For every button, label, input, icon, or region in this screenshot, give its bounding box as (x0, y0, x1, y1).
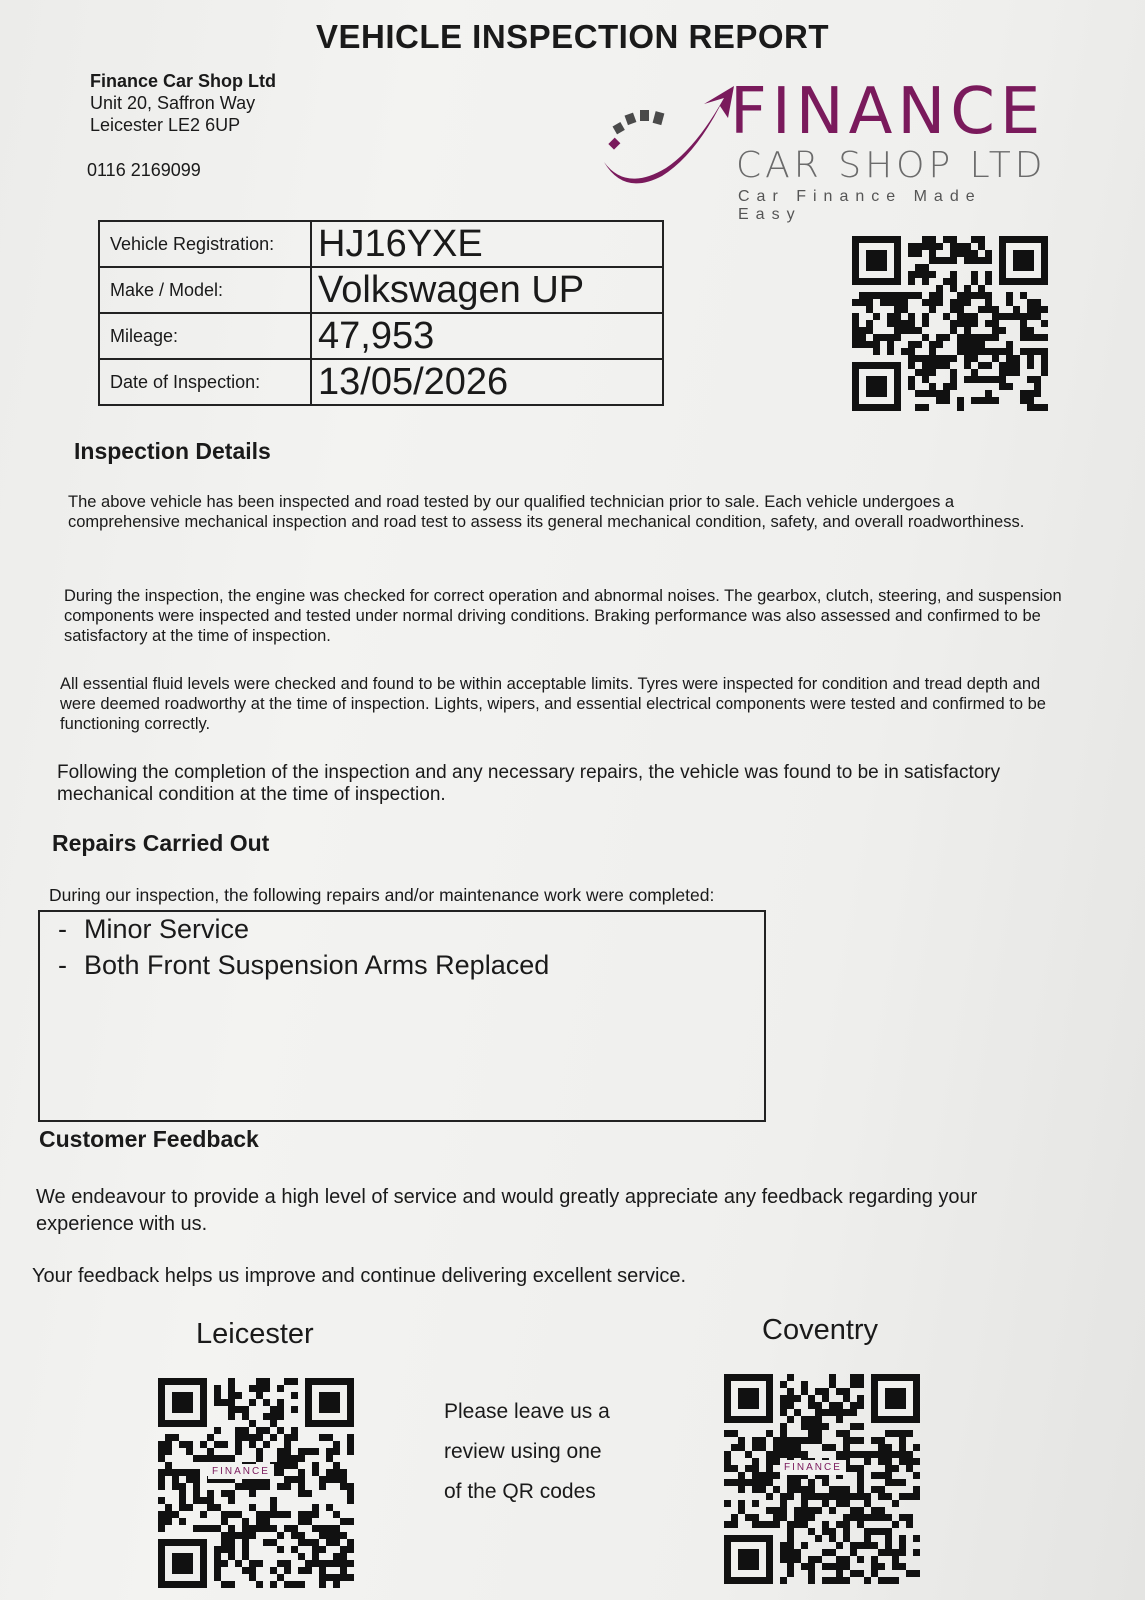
repairs-intro: During our inspection, the following repairs and/or maintenance work were completed: (49, 885, 715, 905)
review-prompt (444, 1392, 610, 1512)
logo-text-finance: FINANCE (730, 75, 1046, 149)
inspection-date-value: 13/05/2026 (311, 359, 663, 405)
address-line-1: Unit 20, Saffron Way (90, 93, 256, 113)
address-line-2: Leicester LE2 6UP (90, 115, 241, 135)
repairs-heading: Repairs Carried Out (52, 830, 270, 856)
review-prompt-line-3: of the QR codes (444, 1480, 596, 1503)
inspection-paragraph-3: All essential fluid levels were checked and found to be within acceptable limits. Tyres were inspected for condition and tread depth and were deemed roadworthy at the time of inspection. Lights, wipers, and essential electrical components were tested and confirmed to be functioning correctly. (60, 675, 1046, 733)
repair-item-text: Both Front Suspension Arms Replaced (84, 950, 550, 980)
mileage-label: Mileage: (99, 313, 311, 359)
inspection-details-heading: Inspection Details (74, 438, 271, 464)
vehicle-details-table (98, 220, 664, 406)
leicester-label: Leicester (196, 1318, 314, 1350)
table-row (99, 359, 663, 405)
list-item: - Both Front Suspension Arms Replaced (58, 950, 550, 980)
mileage-value: 47,953 (311, 313, 663, 359)
table-row (99, 221, 663, 267)
table-row (99, 313, 663, 359)
inspection-paragraph-1: The above vehicle has been inspected and road tested by our qualified technician prior to sale. Each vehicle undergoes a comprehensive mechanical inspection and road test to assess its general mechanical condition, safety, and overall roadworthiness. (68, 493, 1025, 531)
make-model-value: Volkswagen UP (311, 267, 663, 313)
company-logo (596, 75, 1056, 223)
company-name: Finance Car Shop Ltd (90, 71, 277, 91)
qr-code-icon (724, 1374, 920, 1584)
qr-code-icon[interactable] (852, 236, 1048, 416)
coventry-qr-code[interactable] (724, 1374, 920, 1584)
repair-item-text: Minor Service (84, 914, 250, 944)
repairs-list-box (38, 910, 766, 1122)
review-prompt-line-2: review using one (444, 1440, 602, 1463)
swoosh-arrow-icon (596, 84, 736, 194)
customer-feedback-heading: Customer Feedback (39, 1126, 259, 1152)
feedback-paragraph-2: Your feedback helps us improve and continue delivering excellent service. (32, 1265, 687, 1287)
leicester-qr-code[interactable] (158, 1378, 354, 1588)
review-prompt-line-1: Please leave us a (444, 1400, 610, 1423)
vehicle-registration-label: Vehicle Registration: (99, 221, 311, 267)
qr-finance-mark: FINANCE (208, 1464, 274, 1479)
company-address (90, 70, 276, 136)
list-item: - Minor Service (58, 914, 250, 944)
feedback-paragraph-1: We endeavour to provide a high level of service and would greatly appreciate any feedback regarding your experience with us. (36, 1186, 978, 1235)
qr-finance-mark: FINANCE (780, 1460, 846, 1475)
report-title: VEHICLE INSPECTION REPORT (315, 18, 830, 55)
coventry-label: Coventry (762, 1314, 879, 1346)
table-row (99, 267, 663, 313)
logo-tagline: Car Finance Made Easy (738, 188, 982, 223)
qr-code-icon (158, 1378, 354, 1588)
company-phone: 0116 2169099 (87, 160, 201, 180)
inspection-paragraph-2: During the inspection, the engine was checked for correct operation and abnormal noises. The gearbox, clutch, steering, and suspension components were inspected and tested under normal driving conditions. Braking performance was also assessed and confirmed to be satisfactory at the time of inspection. (64, 587, 1062, 645)
make-model-label: Make / Model: (99, 267, 311, 313)
inspection-date-label: Date of Inspection: (99, 359, 311, 405)
vehicle-registration-value: HJ16YXE (311, 221, 663, 267)
inspection-paragraph-4: Following the completion of the inspection and any necessary repairs, the vehicle was found to be in satisfactory mechanical condition at the time of inspection. (57, 762, 1001, 805)
logo-text-car-shop: CAR SHOP LTD (736, 145, 1047, 186)
